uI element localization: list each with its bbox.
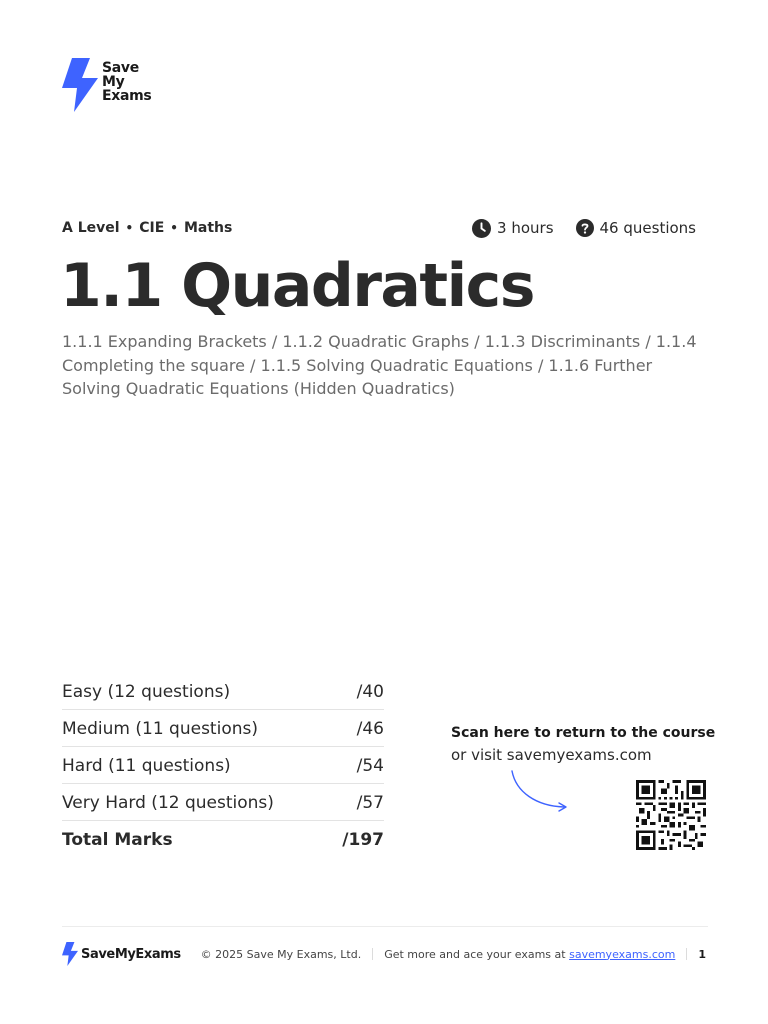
breadcrumb-separator: • [170, 221, 178, 235]
footer-info [201, 948, 708, 961]
total-marks-value: /197 [342, 829, 384, 850]
page-title: 1.1 Quadratics [60, 251, 534, 321]
logo-text: Save My Exams [102, 60, 152, 104]
marks-row-value: /57 [356, 792, 384, 813]
marks-table [62, 674, 384, 858]
marks-row-easy [62, 674, 384, 710]
breadcrumb-level: A Level [62, 220, 120, 236]
footer-separator [372, 948, 373, 960]
duration-stat [472, 219, 553, 238]
breadcrumb-separator: • [125, 221, 134, 235]
qr-code[interactable] [634, 780, 708, 850]
website-link[interactable]: savemyexams.com [569, 947, 676, 961]
marks-row-hard [62, 748, 384, 784]
marks-row-label: Medium (11 questions) [62, 718, 258, 739]
marks-row-value: /46 [356, 718, 384, 739]
copyright-text: © 2025 Save My Exams, Ltd. [200, 947, 362, 961]
scan-title: Scan here to return to the course [451, 725, 716, 741]
page-number: 1 [698, 947, 706, 961]
topic-list: 1.1.1 Expanding Brackets / 1.1.2 Quadratic Graphs / 1.1.3 Discriminants / 1.1.4 Completing the square / 1.1.5 Solving Quadratic Equations / 1.1.6 Further Solving Quadratic Equations (Hidden Quadratics) [62, 332, 697, 398]
total-marks-label: Total Marks [62, 829, 173, 850]
breadcrumb [62, 220, 232, 236]
marks-row-label: Hard (11 questions) [62, 755, 231, 776]
meta-row [62, 218, 696, 238]
breadcrumb-board: CIE [139, 220, 165, 236]
scan-subtitle: or visit savemyexams.com [451, 746, 652, 764]
questions-stat [576, 219, 696, 237]
footer-divider [62, 926, 708, 927]
footer-brand-name: SaveMyExams [81, 946, 181, 962]
marks-row-label: Very Hard (12 questions) [62, 792, 274, 813]
marks-row-value: /54 [356, 755, 384, 776]
lightning-bolt-icon [62, 58, 98, 112]
brand-logo [62, 58, 151, 112]
footer-separator [686, 948, 687, 960]
questions-text: 46 questions [599, 219, 696, 237]
marks-row-label: Easy (12 questions) [62, 681, 231, 702]
clock-icon [472, 219, 491, 238]
marks-row-value: /40 [356, 681, 384, 702]
footer-logo [62, 942, 181, 966]
marks-row-very-hard [62, 785, 384, 821]
lightning-bolt-icon [62, 942, 78, 966]
breadcrumb-subject: Maths [183, 220, 233, 236]
curved-arrow-icon [508, 768, 572, 814]
footer-cta: Get more and ace your exams at [384, 947, 566, 961]
scan-callout [451, 723, 721, 766]
page-footer [62, 942, 708, 966]
exam-stats [472, 219, 696, 238]
question-circle-icon [576, 219, 594, 237]
marks-row-medium [62, 711, 384, 747]
marks-row-total [62, 822, 384, 857]
duration-text: 3 hours [497, 219, 554, 237]
